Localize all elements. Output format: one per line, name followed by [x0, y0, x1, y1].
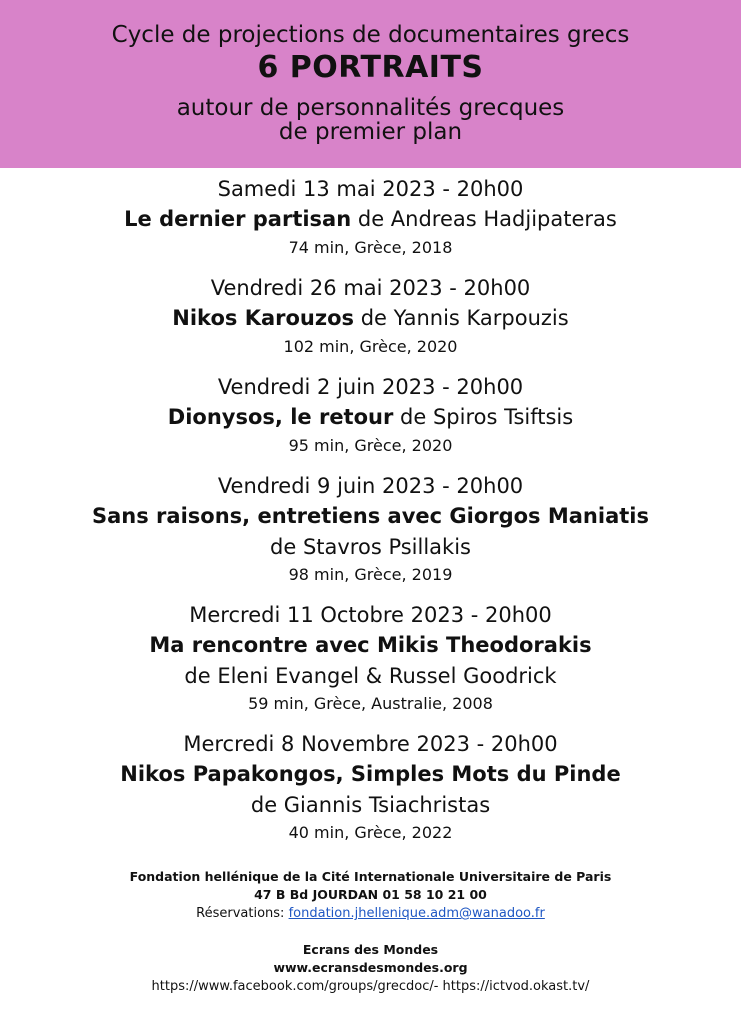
external-links: https://www.facebook.com/groups/grecdoc/- https://ictvod.okast.tv/ — [151, 979, 590, 994]
screening-film — [0, 759, 741, 790]
screening-list — [0, 174, 741, 858]
cycle-subtitle-line-1: autour de personnalités grecques — [176, 95, 565, 121]
film-director: de Yannis Karpouzis — [360, 306, 569, 330]
organizer-name: Ecrans des Mondes — [302, 942, 439, 957]
reservations-label: Réservations: — [196, 906, 289, 921]
film-meta: 59 min, Grèce, Australie, 2008 — [248, 694, 493, 713]
film-title: Le dernier partisan — [124, 207, 352, 231]
film-meta: 102 min, Grèce, 2020 — [283, 337, 458, 356]
screening-item — [0, 372, 741, 458]
film-meta: 74 min, Grèce, 2018 — [288, 238, 453, 257]
cycle-subtitle-line-2: de premier plan — [278, 119, 463, 145]
screening-date: Vendredi 9 juin 2023 - 20h00 — [217, 474, 524, 498]
screening-item — [0, 273, 741, 359]
organizer-website: www.ecransdesmondes.org — [273, 960, 468, 975]
screening-date: Vendredi 2 juin 2023 - 20h00 — [217, 375, 524, 399]
cycle-intro: Cycle de projections de documentaires grecs — [111, 22, 630, 48]
film-title: Dionysos, le retour — [167, 405, 394, 429]
screening-film — [0, 204, 741, 235]
footer — [0, 868, 741, 996]
film-director: de Eleni Evangel & Russel Goodrick — [184, 664, 557, 688]
reservations-line — [0, 904, 741, 923]
film-meta: 95 min, Grèce, 2020 — [288, 436, 453, 455]
film-director: de Giannis Tsiachristas — [250, 793, 491, 817]
screening-item — [0, 600, 741, 716]
screening-item — [0, 174, 741, 260]
film-meta: 40 min, Grèce, 2022 — [288, 823, 453, 842]
venue-name: Fondation hellénique de la Cité Internationale Universitaire de Paris — [129, 869, 612, 884]
screening-film — [0, 402, 741, 433]
reservation-email-link[interactable]: fondation.jhellenique.adm@wanadoo.fr — [288, 906, 545, 921]
screening-date: Samedi 13 mai 2023 - 20h00 — [217, 177, 524, 201]
film-title: Nikos Papakongos, Simples Mots du Pinde — [120, 762, 621, 786]
screening-film — [0, 501, 741, 532]
film-director: de Spiros Tsiftsis — [400, 405, 574, 429]
venue-address: 47 B Bd JOURDAN 01 58 10 21 00 — [254, 887, 487, 902]
film-title: Sans raisons, entretiens avec Giorgos Maniatis — [92, 504, 649, 528]
cycle-title: 6 PORTRAITS — [257, 50, 484, 85]
screening-film — [0, 630, 741, 661]
footer-spacer — [0, 923, 741, 941]
film-title: Nikos Karouzos — [172, 306, 355, 330]
film-meta: 98 min, Grèce, 2019 — [288, 565, 453, 584]
film-director: de Stavros Psillakis — [270, 535, 471, 559]
screening-item — [0, 471, 741, 587]
header-banner — [0, 0, 741, 168]
screening-item — [0, 729, 741, 845]
screening-date: Mercredi 8 Novembre 2023 - 20h00 — [183, 732, 558, 756]
screening-film — [0, 303, 741, 334]
screening-date: Mercredi 11 Octobre 2023 - 20h00 — [189, 603, 552, 627]
screening-date: Vendredi 26 mai 2023 - 20h00 — [210, 276, 531, 300]
film-director: de Andreas Hadjipateras — [357, 207, 617, 231]
film-title: Ma rencontre avec Mikis Theodorakis — [149, 633, 592, 657]
